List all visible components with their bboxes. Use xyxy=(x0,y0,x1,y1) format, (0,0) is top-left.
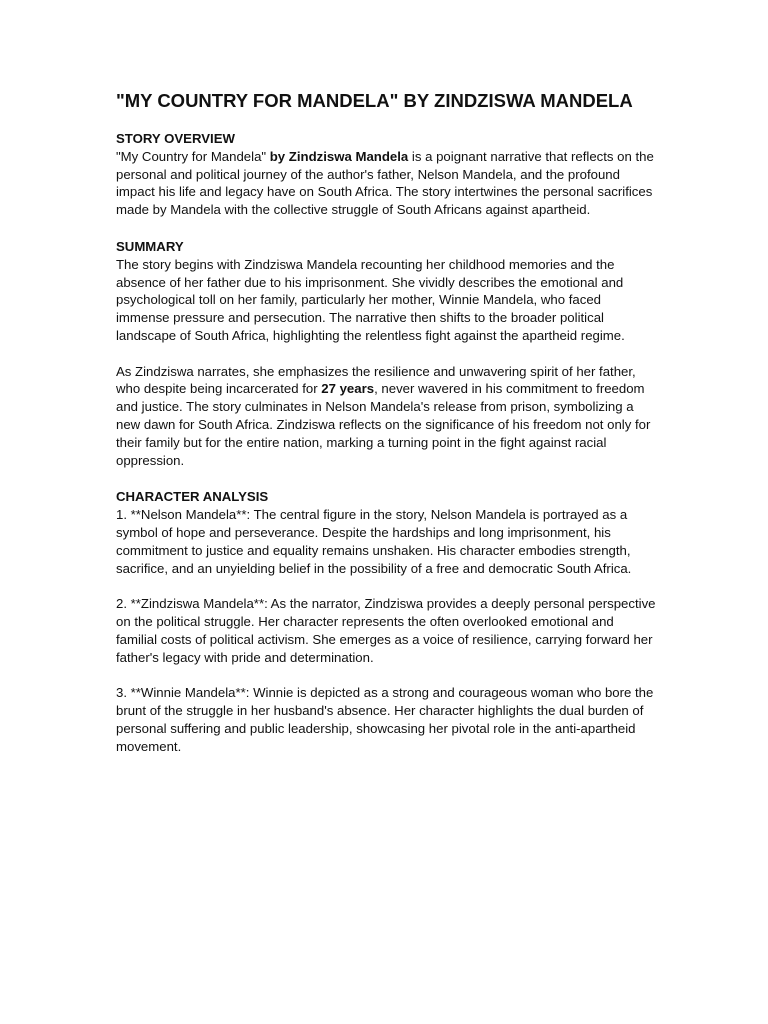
character-item-zindziswa: 2. **Zindziswa Mandela**: As the narrator, Zindziswa provides a deeply personal perspective on the political struggle. Her character represents the often overlooked emotional and familial costs of political activism. She emerges as a voice of resilience, carrying forward her father's legacy with pride and determination. xyxy=(116,596,656,665)
document-body xyxy=(116,90,656,755)
story-overview-text-start: "My Country for Mandela" xyxy=(116,148,270,164)
summary-years-bold: 27 years xyxy=(321,381,375,397)
story-overview-paragraph xyxy=(116,148,656,219)
story-overview-author-bold: by Zindziswa Mandela xyxy=(269,148,409,164)
character-item-nelson: 1. **Nelson Mandela**: The central figure in the story, Nelson Mandela is portrayed as a symbol of hope and perseverance. Despite the hardships and long imprisonment, his commitment to justice and equality remains unshaken. His character embodies strength, sacrifice, and an unyielding belief in the possibility of a free and democratic South Africa. xyxy=(116,507,632,576)
summary-p2-text-start: As Zindziswa narrates, she emphasizes the resilience and unwavering spirit of her father, who despite being incarcerated for xyxy=(116,363,636,397)
character-analysis-heading: CHARACTER ANALYSIS xyxy=(116,489,269,505)
summary-p2-text-end: , never wavered in his commitment to freedom and justice. The story culminates in Nelson Mandela's release from prison, symbolizing a new dawn for South Africa. Zindziswa reflects on the significance of his freedom not only for their family but for the entire nation, marking a turning point in the fight against racial oppression. xyxy=(116,381,651,468)
summary-paragraph-1: The story begins with Zindziswa Mandela recounting her childhood memories and the absence of her father due to his imprisonment. She vividly describes the emotional and psychological toll on her family, particularly her mother, Winnie Mandela, who faced immense pressure and persecution. The narrative then shifts to the broader political landscape of South Africa, highlighting the relentless fight against the apartheid regime. xyxy=(116,256,625,343)
story-overview-heading: STORY OVERVIEW xyxy=(116,131,235,146)
summary-paragraph-2 xyxy=(116,363,656,470)
document-title: "MY COUNTRY FOR MANDELA" BY ZINDZISWA MANDELA xyxy=(116,90,633,111)
character-item-winnie: 3. **Winnie Mandela**: Winnie is depicted as a strong and courageous woman who bore the brunt of the struggle in her husband's absence. Her character highlights the dual burden of personal suffering and public leadership, showcasing her pivotal role in the anti-apartheid movement. xyxy=(116,685,654,754)
story-overview-text-end: is a poignant narrative that reflects on the personal and political journey of the author's father, Nelson Mandela, and the profound impact his life and legacy have on South Africa. The story intertwines the personal sacrifices made by Mandela with the collective struggle of South Africans against apartheid. xyxy=(116,148,654,218)
summary-heading: SUMMARY xyxy=(116,238,184,254)
